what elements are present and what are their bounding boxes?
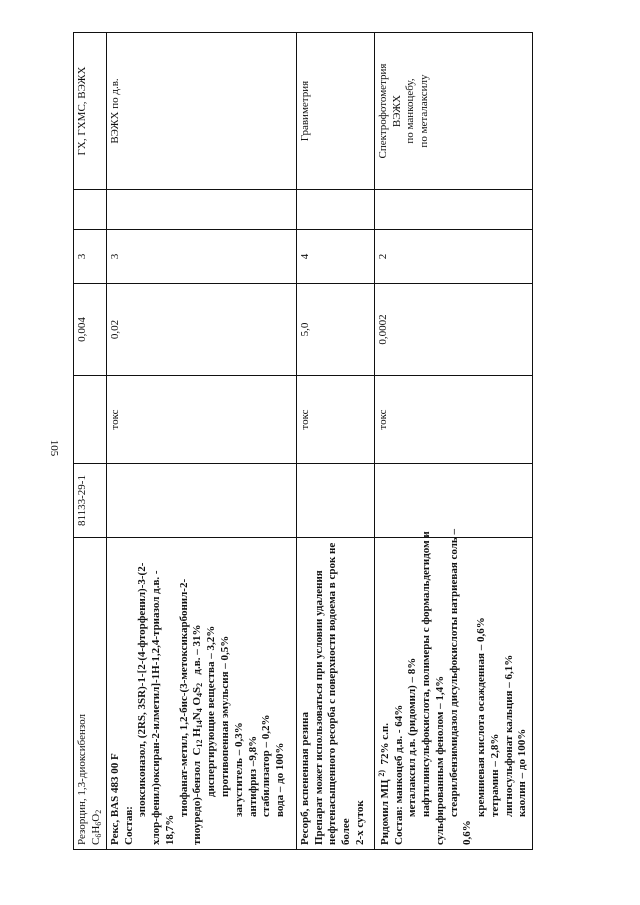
class-cell: 2 [374, 230, 532, 284]
substance-formula: $C_6H_6O_2$ [89, 809, 103, 845]
table-row [374, 33, 532, 850]
composition-line: 18,7% [163, 814, 176, 845]
table-row [106, 33, 296, 850]
composition-line: противопенная эмульсия – 0,5% [219, 635, 231, 797]
composition-line: тетрамин – 2,8% [488, 733, 501, 817]
class-cell: 3 [74, 230, 107, 284]
substance-cell [106, 538, 296, 850]
composition-line: стеарилбензимидазол дисульфокислоты натриевая соль – [447, 529, 460, 817]
substance-cell [296, 538, 374, 850]
hazard-cell: токс [296, 376, 374, 464]
table-container [73, 33, 529, 850]
page-number: 105 [48, 439, 60, 457]
method-line: по манкоцебу, [404, 78, 417, 144]
table-row [296, 33, 374, 850]
method-cell: ГХ, ГХМС, ВЭЖХ [74, 33, 107, 190]
composition-line: тиоуредо)-бензол $C_{12}$ $H_{14}N_4$ $O_4S_2$ д.в. – 31% [191, 624, 205, 845]
substance-cell [74, 538, 107, 850]
method-cell: ВЭЖХ по д.в. [106, 33, 296, 190]
class-cell: 3 [106, 230, 296, 284]
value-cell: 0,02 [106, 284, 296, 376]
empty-cell [296, 190, 374, 230]
note-line: Препарат может использоваться при условии удаления [312, 570, 325, 845]
method-line: Спектрофотометрия [376, 63, 389, 159]
cas-cell [106, 464, 296, 538]
composition-line: кремниевая кислота осажденная – 0,6% [475, 617, 487, 817]
composition-label: Состав: манкоцеб д.в. - 64% [392, 704, 405, 845]
note-line: более [340, 818, 352, 845]
empty-cell [74, 190, 107, 230]
method-line: по металаксилу [418, 74, 430, 148]
composition-line: вода – до 100% [274, 742, 286, 817]
composition-line: хлор-фенил)оксиран-2-илметил]-1Н-1,2,4-триазол д.в. - [150, 570, 162, 845]
method-line: ВЭЖХ [390, 94, 403, 128]
substance-name: Резорцин, 1,3-диоксибензол [76, 713, 88, 845]
hazard-cell [74, 376, 107, 464]
substance-cell [374, 529, 532, 850]
composition-line: антифриз –9,8% [246, 735, 259, 817]
substance-name: Ридомил МЦ $^{2)}$ 72% с.п. [376, 722, 391, 845]
cas-cell [296, 464, 374, 538]
method-cell: Гравиметрия [296, 33, 374, 190]
hazard-cell: токс [374, 376, 532, 464]
value-cell: 0,0002 [374, 284, 532, 376]
composition-line: тиофанат-метил, 1,2-бис-(3-метоксикарбонил-2- [177, 578, 190, 817]
empty-cell [374, 190, 532, 230]
composition-label: Состав: [122, 806, 135, 845]
note-line: нефтенасыщенного ресорба с поверхности водоема в срок не [326, 542, 339, 845]
composition-line: эпоксиконазол, (2RS, 3SR)-1-[2-(4-фторфенил)-3-(2- [136, 562, 149, 817]
substance-name: Ресорб, вспененная резина [298, 712, 311, 845]
substances-table [73, 32, 533, 850]
composition-line: лигносульфонат кальция – 6,1% [502, 654, 515, 817]
composition-line: диспергирующие вещества – 3,2% [205, 625, 218, 797]
cas-cell: 81133-29-1 [74, 464, 107, 538]
composition-line: 0,6% [461, 820, 474, 845]
substance-name: Рекс, BAS 483 00 F [108, 753, 121, 845]
value-cell: 5,0 [296, 284, 374, 376]
hazard-cell: токс [106, 376, 296, 464]
composition-line: стабилизатор – 0,2% [260, 714, 273, 817]
cas-cell [374, 464, 532, 538]
composition-line: сульфированным фенолом – 1,4% [433, 675, 446, 845]
composition-line: нафтилинсульфокислота, полимеры с формальдегидом и [420, 531, 432, 817]
composition-line: каолин – до 100% [516, 728, 529, 817]
empty-cell [106, 190, 296, 230]
table-row [74, 33, 107, 850]
composition-line: металаксил д.в. (ридомил) – 8% [406, 657, 419, 817]
value-cell: 0,004 [74, 284, 107, 376]
composition-line: загуститель – 0,3% [232, 722, 245, 817]
class-cell: 4 [296, 230, 374, 284]
method-cell [374, 33, 532, 190]
note-line: 2-х суток [353, 800, 366, 845]
